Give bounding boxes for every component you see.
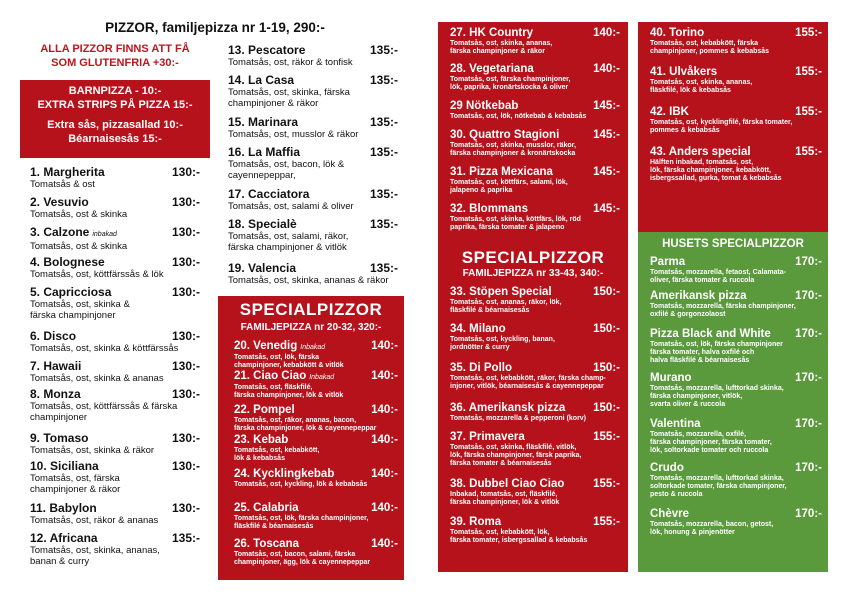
menu-item-name: 36. Amerikansk pizza (450, 402, 566, 414)
menu-item-description: paprika, färska tomater & jalapeno (450, 224, 565, 231)
menu-item (650, 290, 822, 319)
menu-item-description: Tomatsås, ost, skinka & ananas (30, 373, 164, 384)
menu-item-name: 22. Pompel (234, 404, 295, 416)
menu-item-description: Tomatsås, mozzarella, lufttorkad skinka, (650, 475, 784, 482)
menu-item (234, 538, 398, 567)
menu-item-description: Tomatsås, ost, kebabkött, (234, 447, 320, 454)
menu-item-description: Tomatsås, ost & skinka (30, 209, 128, 220)
menu-item-name: 42. IBK (650, 106, 689, 118)
menu-item (650, 328, 822, 365)
menu-item (450, 129, 620, 158)
menu-item-description: Tomatsås, ost, lök, färska champinjoner, (234, 515, 369, 522)
menu-item-name: 6. Disco (30, 329, 77, 343)
menu-item-description: fläskfilé & béarnaisesås (450, 307, 530, 314)
menu-item (30, 330, 200, 354)
menu-item-description: Tomatsås, ost, skinka, ananas, (30, 545, 160, 556)
menu-item-description: champinjoner, pommes & kebabsås (650, 48, 770, 55)
menu-item-description: färska champinjoner, lök & vitlök (450, 499, 560, 506)
menu-item-description: champinjoner, kebabkött & vitlök (234, 362, 344, 369)
menu-item-price: 140:- (371, 434, 398, 446)
menu-item-description: pesto & ruccola (650, 491, 703, 498)
menu-item-name: Murano (650, 372, 692, 384)
menu-item-description: isbergssallad, gurka, tomat & kebabsås (650, 175, 782, 182)
menu-item-description: färska champinjoner, lök & cayennepeppar (234, 425, 377, 432)
menu-item-description: Tomatsås, ost, räkor & tonfisk (228, 57, 353, 68)
menu-item-description: halva fläskfilé & béarnaisesås (650, 357, 750, 364)
menu-item-price: 130:- (171, 501, 200, 515)
kids-line-2: EXTRA STRIPS PÅ PIZZA 15:- (37, 99, 193, 111)
menu-item-price: 140:- (371, 538, 398, 550)
menu-item-name: 9. Tomaso (30, 431, 89, 445)
menu-item-description: Tomatsås, ost, salami & oliver (228, 201, 354, 212)
menu-item-description: färska champinjoner, färska tomater, (650, 439, 772, 446)
menu-item-name: 31. Pizza Mexicana (450, 166, 553, 178)
menu-item (650, 418, 822, 455)
menu-item (450, 516, 620, 545)
page-title: PIZZOR, familjepizza nr 1-19, 290:- (105, 20, 325, 35)
menu-item (450, 286, 620, 315)
menu-item-name: 27. HK Country (450, 27, 534, 39)
menu-item-price: 130:- (171, 459, 200, 473)
menu-item-description: Hälften inbakad, tomatsås, ost, (650, 159, 754, 166)
menu-item-description: injoner, vitlök, béarnaisesås & cayennepeppar (450, 383, 604, 390)
menu-item-name: 33. Stöpen Special (450, 286, 552, 298)
menu-item-description: lök, färska champinjoner, färsk paprika, (450, 452, 582, 459)
menu-item-description: Tomatsås, ost, köttfärs, salami, lök, (450, 179, 568, 186)
menu-item-description: Tomatsås, ost, skinka, färska (228, 87, 350, 98)
menu-item-name: 19. Valencia (228, 261, 297, 275)
menu-item-price: 140:- (371, 404, 398, 416)
menu-item-price: 140:- (371, 502, 398, 514)
menu-item (450, 166, 620, 195)
menu-item-name: 17. Cacciatora (228, 187, 310, 201)
menu-item-name: 28. Vegetariana (450, 63, 534, 75)
menu-item-price: 170:- (795, 508, 822, 520)
menu-item (450, 27, 620, 56)
menu-item-description: Tomatsås, ost, räkor & ananas (30, 515, 159, 526)
menu-item-name: 30. Quattro Stagioni (450, 129, 560, 141)
menu-item-name: 11. Babylon (30, 501, 97, 515)
menu-item-name: 34. Milano (450, 323, 506, 335)
menu-item (450, 362, 620, 391)
menu-item (228, 188, 398, 212)
menu-item-name: 29 Nötkebab (450, 100, 519, 112)
menu-item-price: 140:- (593, 63, 620, 75)
menu-item-price: 155:- (795, 66, 822, 78)
menu-item-description: Tomatsås, ost, färska (30, 473, 120, 484)
menu-item-price: 135:- (369, 73, 398, 87)
menu-item-description: Tomatsås, ost, kebabkött, räkor, färska champ- (450, 375, 606, 382)
menu-item-description: Tomatsås, ost, räkor, ananas, bacon, (234, 417, 357, 424)
menu-item-price: 130:- (171, 431, 200, 445)
menu-item-name: Parma (650, 256, 686, 268)
menu-item-description: Tomatsås, ost, skinka & räkor (30, 445, 155, 456)
menu-item-name: 25. Calabria (234, 502, 299, 514)
gluten-free-note (20, 42, 210, 70)
menu-item-name: 24. Kycklingkebab (234, 468, 335, 480)
menu-item (450, 431, 620, 468)
menu-item (30, 432, 200, 456)
menu-item-name: Crudo (650, 462, 684, 474)
menu-item-description: Tomatsås, ost, kycklingfilé, färska tomater, (650, 119, 793, 126)
menu-item-price: 155:- (593, 478, 620, 490)
menu-item-name: 15. Marinara (228, 115, 299, 129)
menu-item-name: 14. La Casa (228, 73, 295, 87)
menu-item-description: Tomatsås, ost, skinka, ananas, (650, 79, 753, 86)
menu-item-price: 140:- (593, 27, 620, 39)
menu-item-price: 170:- (795, 418, 822, 430)
menu-item-name: Valentina (650, 418, 701, 430)
menu-item-price: 150:- (593, 323, 620, 335)
menu-item-price: 155:- (795, 106, 822, 118)
menu-item-description: lök & kebabsås (234, 455, 285, 462)
menu-item (228, 262, 398, 286)
menu-item-price: 135:- (171, 531, 200, 545)
menu-item (30, 460, 200, 495)
menu-item (650, 256, 822, 285)
menu-item-price: 155:- (593, 431, 620, 443)
menu-item (30, 196, 200, 220)
special-subtitle-2: FAMILJEPIZZA nr 33-43, 340:- (462, 268, 604, 279)
menu-item (650, 462, 822, 499)
special-title-1: SPECIALPIZZOR (239, 300, 383, 319)
menu-item-note: inbakad (92, 231, 117, 238)
gluten-line-2: SOM GLUTENFRIA +30:- (51, 57, 179, 69)
menu-item-description: Tomatsås, ost, kebabkött, färska (650, 40, 759, 47)
menu-item (234, 502, 398, 531)
menu-item-description: Tomatsås, ost, salami, räkor, (228, 231, 349, 242)
menu-item-description: pommes & kebabsås (650, 127, 720, 134)
menu-item-description: jalapeno & paprika (450, 187, 513, 194)
menu-item (30, 360, 200, 384)
kids-extras-box (20, 80, 210, 158)
house-special-box (638, 232, 828, 572)
menu-item (450, 323, 620, 352)
menu-item-name: 37. Primavera (450, 431, 525, 443)
special-box-1 (218, 296, 404, 580)
menu-item-price: 155:- (795, 146, 822, 158)
menu-item-description: fläskfilé, lök & kebabsås (650, 87, 731, 94)
menu-item (228, 44, 398, 68)
menu-item-description: Tomatsås, ost, bacon, lök & (228, 159, 345, 170)
menu-item-price: 145:- (593, 203, 620, 215)
menu-item-description: färska champinjoner, vitlök, (650, 393, 743, 400)
menu-item-description: cayennepeppar, (228, 170, 296, 181)
menu-item (234, 340, 398, 370)
menu-item-description: soltorkade tomater, färska champinjoner, (650, 483, 787, 490)
menu-item-name: 26. Toscana (234, 538, 299, 550)
kids-line-3: Extra sås, pizzasallad 10:- (47, 119, 183, 131)
menu-item-name: 38. Dubbel Ciao Ciao (450, 478, 565, 490)
menu-item (30, 166, 200, 190)
menu-item-description: lök, honung & pinjenötter (650, 529, 735, 536)
menu-item-name: 35. Di Pollo (450, 362, 512, 374)
menu-item (450, 203, 620, 232)
special-box-2 (438, 22, 628, 572)
menu-item-name: Amerikansk pizza (650, 290, 747, 302)
menu-item-price: 135:- (369, 145, 398, 159)
menu-item-description: champinjoner, ägg, lök & cayennepeppar (234, 559, 371, 566)
menu-item-price: 140:- (371, 468, 398, 480)
menu-item-name: 7. Hawaii (30, 359, 82, 373)
menu-item-price: 170:- (795, 290, 822, 302)
menu-item-description: Tomatsås, ost, bacon, salami, färska (234, 551, 356, 558)
menu-item (234, 370, 398, 400)
menu-item-name: 4. Bolognese (30, 255, 105, 269)
special-subtitle-1: FAMILJEPIZZA nr 20-32, 320:- (240, 322, 382, 333)
menu-item-name: 39. Roma (450, 516, 502, 528)
menu-item-description: Tomatsås, mozzarella, oxfilé, (650, 431, 746, 438)
menu-item-name: 2. Vesuvio (30, 195, 89, 209)
menu-item-description: lök, paprika, kronärtskocka & oliver (450, 84, 569, 91)
menu-item-description: Tomatsås, ost, skinka, fläskfilé, vitlök, (450, 444, 577, 451)
menu-item-note: Inbakad (300, 344, 326, 351)
menu-item (450, 100, 620, 121)
menu-item-description: Tomatsås, ost, kyckling, lök & kebabsås (234, 481, 368, 488)
menu-item-price: 130:- (171, 225, 200, 239)
menu-item-price: 155:- (593, 516, 620, 528)
menu-item (30, 532, 200, 567)
menu-item-price: 130:- (171, 387, 200, 401)
menu-item-price: 130:- (171, 329, 200, 343)
menu-item (650, 27, 822, 56)
menu-item-description: Tomatsås, mozzarella, bacon, getost, (650, 521, 774, 528)
menu-item-description: färska tomater, isbergssallad & kebabsås (450, 537, 588, 544)
menu-item-description: Tomatsås, ost, skinka, ananas, (450, 40, 553, 47)
menu-item-description: Tomatsås, ost, fläskfilé, (234, 384, 313, 391)
menu-item-description: Tomatsås, ost, musslor & räkor (228, 129, 359, 140)
menu-item-price: 170:- (795, 462, 822, 474)
menu-item (30, 226, 200, 252)
menu-item-description: färska champinjoner (30, 310, 116, 321)
menu-item-price: 145:- (593, 100, 620, 112)
menu-item-description: oliver, färska tomater & ruccola (650, 277, 755, 284)
menu-item (30, 388, 200, 423)
kids-line-4: Béarnaisesås 15:- (68, 133, 162, 145)
menu-item-name: 16. La Maffia (228, 145, 301, 159)
menu-item-name: 18. Specialè (228, 217, 297, 231)
menu-item-price: 130:- (171, 255, 200, 269)
menu-item-name: 3. Calzone (30, 225, 90, 239)
special-box-3 (638, 22, 828, 232)
menu-item-price: 155:- (795, 27, 822, 39)
menu-item-price: 150:- (593, 286, 620, 298)
menu-item (228, 218, 398, 253)
menu-item (234, 434, 398, 463)
menu-item-description: Tomatsås, ost, köttfärssås & lök (30, 269, 164, 280)
menu-item-price: 135:- (369, 261, 398, 275)
menu-item (30, 502, 200, 526)
menu-item-name: 41. Ulvåkers (650, 66, 718, 78)
menu-item-name: 43. Anders special (650, 146, 751, 158)
menu-item-description: fläskfilé & béarnaisesås (234, 523, 314, 530)
menu-item-description: Tomatsås, mozzarella & pepperoni (korv) (450, 415, 587, 422)
menu-item-name: 40. Torino (650, 27, 705, 39)
menu-item-price: 135:- (369, 217, 398, 231)
menu-item-price: 140:- (371, 370, 398, 382)
menu-item-description: Tomatsås, ost, skinka, musslor, räkor, (450, 142, 576, 149)
menu-item-price: 135:- (369, 115, 398, 129)
menu-item-price: 140:- (371, 340, 398, 352)
menu-item-price: 130:- (171, 359, 200, 373)
menu-item (228, 74, 398, 109)
menu-item-description: Tomatsås, ost, lök, nötkebab & kebabsås (450, 113, 587, 120)
menu-item-price: 130:- (171, 165, 200, 179)
menu-item-description: lök, soltorkade tomater och ruccola (650, 447, 769, 454)
special-title-2: SPECIALPIZZOR (461, 248, 605, 267)
menu-item (450, 478, 620, 507)
menu-item-description: Tomatsås, ost, köttfärssås & färska (30, 401, 178, 412)
menu-item-description: Tomatsås, ost, färska champinjoner, (450, 76, 571, 83)
menu-item-description: svarta oliver & ruccola (650, 401, 726, 408)
menu-item-name: Chèvre (650, 508, 689, 520)
menu-item-description: Tomatsås, ost, skinka, ananas & räkor (228, 275, 389, 286)
menu-item-name: 21. Ciao Ciao (234, 370, 307, 382)
menu-item-description: Tomatsås & ost (30, 179, 95, 190)
menu-item-name: 5. Capricciosa (30, 285, 112, 299)
menu-item-description: Tomatsås, ost, lök, färska champinjoner (650, 341, 783, 348)
menu-item (650, 106, 822, 135)
menu-item-price: 170:- (795, 256, 822, 268)
menu-item-description: färska champinjoner & kronärtskocka (450, 150, 576, 157)
menu-item-description: färska tomater & béarnaisesås (450, 460, 552, 467)
menu-item-description: Tomatsås, ost & skinka (30, 241, 128, 252)
menu-item (650, 508, 822, 537)
menu-item-description: champinjoner (30, 412, 88, 423)
menu-item-price: 130:- (171, 195, 200, 209)
menu-item (450, 402, 620, 423)
house-special-title: HUSETS SPECIALPIZZOR (662, 238, 804, 250)
menu-item-description: Tomatsås, ost, skinka, köttfärs, lök, röd (450, 216, 581, 223)
menu-item (228, 116, 398, 140)
menu-item-description: Tomatsås, ost, lök, färska (234, 354, 320, 361)
menu-item-name: Pizza Black and White (650, 328, 771, 340)
menu-item-price: 145:- (593, 129, 620, 141)
menu-item-description: Tomatsås, ost, skinka & köttfärssås (30, 343, 179, 354)
menu-item-name: 23. Kebab (234, 434, 289, 446)
menu-item-description: färska champinjoner & vitlök (228, 242, 347, 253)
menu-item-description: Tomatsås, mozzarella, färska champinjoner, (650, 303, 796, 310)
kids-line-1: BARNPIZZA - 10:- (68, 85, 162, 97)
menu-item-description: färska champinjoner & räkor (450, 48, 545, 55)
menu-item-description: Tomatsås, mozzarella, fetaost, Calamata- (650, 269, 787, 276)
gluten-line-1: ALLA PIZZOR FINNS ATT FÅ (40, 43, 190, 55)
menu-item (650, 372, 822, 409)
menu-item-description: jordnötter & curry (450, 344, 510, 351)
menu-item-price: 135:- (369, 187, 398, 201)
menu-item-note: Inbakad (309, 374, 335, 381)
menu-item-name: 10. Siciliana (30, 459, 99, 473)
menu-item (650, 146, 822, 183)
menu-item (234, 404, 398, 433)
menu-item-name: 20. Venedig (234, 340, 298, 352)
menu-item-price: 150:- (593, 402, 620, 414)
menu-item (650, 66, 822, 95)
menu-item-description: Tomatsås, ost, kebabkött, lök, (450, 529, 550, 536)
menu-item (234, 468, 398, 489)
menu-item-price: 130:- (171, 285, 200, 299)
menu-item-name: 1. Margherita (30, 165, 105, 179)
menu-item-name: 8. Monza (30, 387, 81, 401)
menu-item-price: 135:- (369, 43, 398, 57)
menu-item (30, 256, 200, 280)
menu-item-description: champinjoner & räkor (30, 484, 121, 495)
menu-item (450, 63, 620, 92)
menu-item-description: Inbakad, tomatsås, ost, fläskfilé, (450, 491, 558, 498)
menu-item-description: Tomatsås, ost, skinka & (30, 299, 130, 310)
menu-item-description: Tomatsås, ost, ananas, räkor, lök, (450, 299, 562, 306)
menu-item-price: 170:- (795, 372, 822, 384)
menu-item-description: Tomatsås, ost, kyckling, banan, (450, 336, 555, 343)
menu-item-description: Tomatsås, mozzarella, lufttorkad skinka, (650, 385, 784, 392)
menu-item-description: banan & curry (30, 556, 90, 567)
menu-item-name: 32. Blommans (450, 203, 528, 215)
menu-item-description: färska champinjoner, lök & vitlök (234, 392, 344, 399)
menu-item (228, 146, 398, 181)
menu-item (30, 286, 200, 321)
menu-item-price: 170:- (795, 328, 822, 340)
menu-item-price: 145:- (593, 166, 620, 178)
menu-item-name: 13. Pescatore (228, 43, 306, 57)
menu-item-description: färska tomater, halva oxfilé och (650, 349, 755, 356)
menu-item-name: 12. Africana (30, 531, 98, 545)
menu-item-price: 150:- (593, 362, 620, 374)
menu-item-description: lök, färska champinjoner, kebabkött, (650, 167, 771, 174)
menu-item-description: oxfilé & gorgonzolaost (650, 311, 726, 318)
menu-item-description: champinjoner & räkor (228, 98, 319, 109)
